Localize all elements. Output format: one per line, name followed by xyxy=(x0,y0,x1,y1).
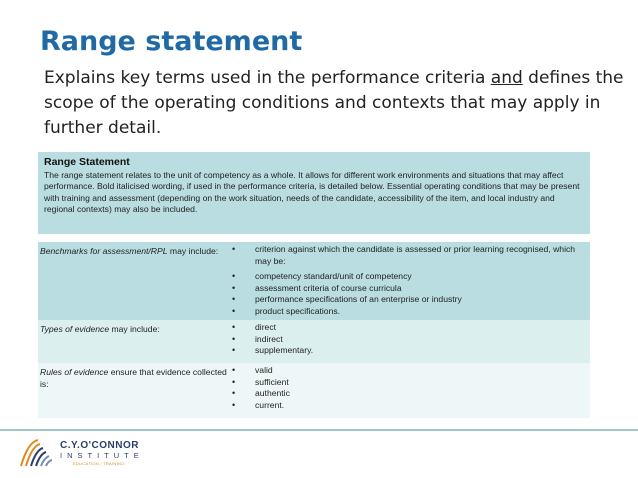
row-label-rest: may include: xyxy=(109,324,160,334)
row-label-italic: Rules of evidence xyxy=(40,367,109,377)
list-item: • current. xyxy=(230,400,586,412)
bullet-list xyxy=(230,322,586,357)
table-row-benchmarks xyxy=(38,242,590,320)
list-item: • sufficient xyxy=(230,377,586,389)
subtitle-part-2: defines the scope of the operating conditions and contexts that may apply in further detail. xyxy=(44,68,624,138)
row-label-rest: ensure that evidence collected is: xyxy=(40,367,227,389)
row-label-rest: may include: xyxy=(167,246,219,256)
list-item: • authentic xyxy=(230,388,586,400)
row-label-italic: Types of evidence xyxy=(40,324,110,334)
list-item: • assessment criteria of course curricula xyxy=(230,283,586,295)
subtitle-part-1: Explains key terms used in the performance criteria xyxy=(44,68,491,88)
institute-logo xyxy=(18,436,158,470)
logo-name: C.Y.O'CONNOR xyxy=(60,440,139,451)
bullet-list xyxy=(230,244,586,317)
list-item: • competency standard/unit of competency xyxy=(230,271,586,283)
table-row-types-of-evidence xyxy=(38,320,590,363)
slide-subtitle xyxy=(44,66,624,141)
list-item: • supplementary. xyxy=(230,345,586,357)
slide-title: Range statement xyxy=(40,26,303,57)
list-item: • product specifications. xyxy=(230,306,586,318)
row-label xyxy=(40,366,228,390)
footer-divider xyxy=(0,429,638,431)
list-item: • valid xyxy=(230,365,586,377)
row-label xyxy=(40,245,228,257)
logo-tagline: EDUCATION / TRAINING xyxy=(73,461,125,466)
list-item: • criterion against which the candidate is assessed or prior learning recognised, which may be: xyxy=(230,244,586,267)
range-statement-body: The range statement relates to the unit of competency as a whole. It allows for different work environments and situations that may affect performance. Bold italicised wording, if used in the performance criteria, is detailed below. Essential operating conditions that may be present with training and assessment (depending on the work situation, needs of the candidate, accessibility of the item, and local industry and regional contexts) may also be included. xyxy=(44,170,580,214)
range-statement-box xyxy=(38,152,590,234)
row-label-italic: Benchmarks for assessment/RPL xyxy=(40,246,168,256)
list-item: • direct xyxy=(230,322,586,334)
logo-mark-icon xyxy=(18,436,58,470)
table-row-rules-of-evidence xyxy=(38,363,590,418)
subtitle-underlined-word: and xyxy=(490,68,523,88)
row-label xyxy=(40,323,228,335)
logo-institute: INSTITUTE xyxy=(60,451,144,460)
list-item: • indirect xyxy=(230,334,586,346)
range-statement-heading: Range Statement xyxy=(44,156,130,168)
bullet-list xyxy=(230,365,586,411)
list-item: • performance specifications of an enterprise or industry xyxy=(230,294,586,306)
